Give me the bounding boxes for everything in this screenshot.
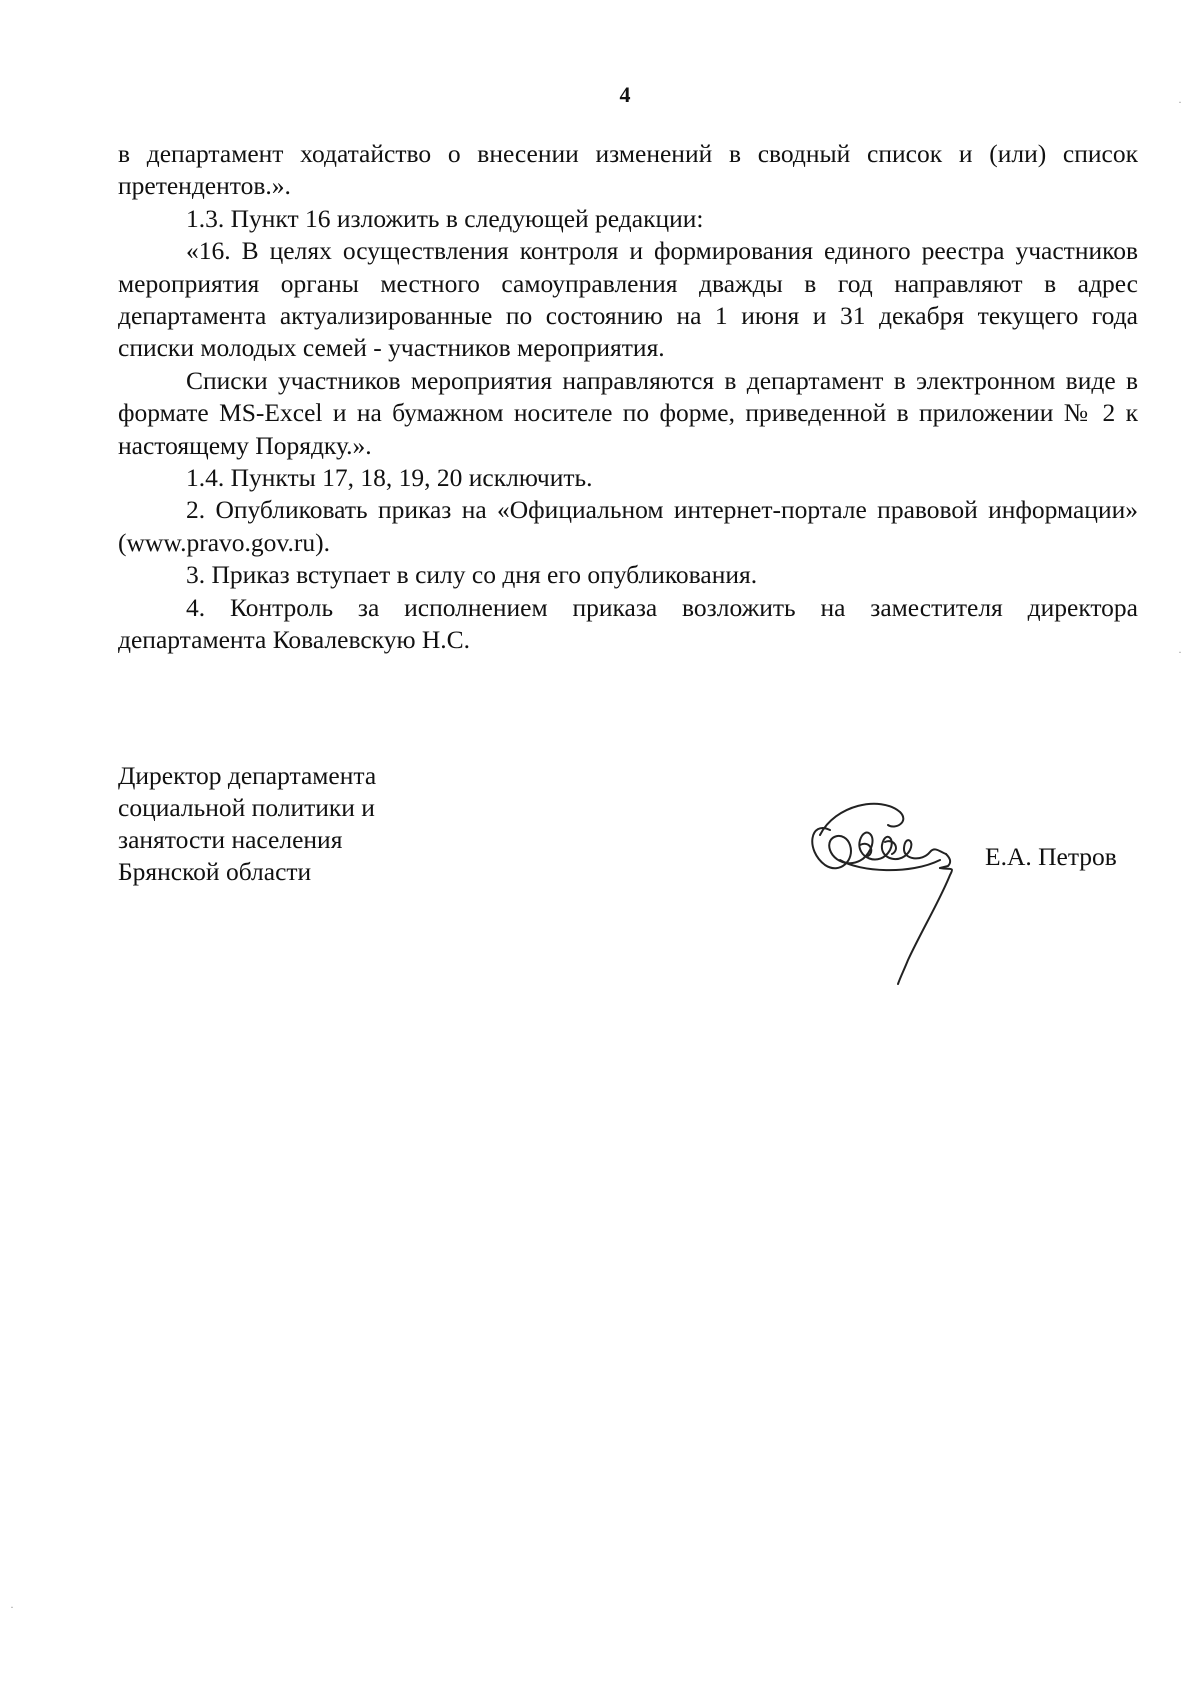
signatory-position — [118, 760, 518, 888]
paragraph: в департамент ходатайство о внесении изменений в сводный список и (или) список претендентов.». — [118, 139, 1138, 201]
scan-artifact: · — [10, 1600, 14, 1614]
scan-artifact: · — [1178, 645, 1182, 659]
paragraph: 4. Контроль за исполнением приказа возложить на заместителя директора департамента Ковалевскую Н.С. — [118, 592, 1138, 655]
paragraph: Списки участников мероприятия направляются в департамент в электронном виде в формате MS-Excel и на бумажном носителе по форме, приведенной в приложении № 2 к настоящему Порядку.». — [118, 365, 1138, 460]
paragraph: 1.3. Пункт 16 изложить в следующей редакции: — [186, 203, 704, 233]
position-line: Директор департамента — [118, 761, 377, 790]
paragraph: «16. В целях осуществления контроля и формирования единого реестра участников мероприятия органы местного самоуправления дважды в год направляют в адрес департамента актуализированные по состоянию на 1 июня и 31 декабря текущего года списки молодых семей - участников мероприятия. — [118, 236, 1138, 363]
position-line: Брянской области — [118, 857, 312, 886]
handwritten-signature — [800, 790, 970, 990]
document-body — [118, 138, 1138, 657]
paragraph: 1.4. Пункты 17, 18, 19, 20 исключить. — [186, 463, 593, 493]
paragraph: 2. Опубликовать приказ на «Официальном интернет-портале правовой информации» (www.pravo.gov.ru). — [118, 495, 1138, 557]
signer-name: Е.А. Петров — [985, 842, 1117, 871]
paragraph: 3. Приказ вступает в силу со дня его опубликования. — [186, 560, 758, 590]
position-line: социальной политики и — [118, 793, 375, 822]
scan-artifact: · — [1178, 95, 1182, 109]
position-line: занятости населения — [118, 825, 343, 854]
page-number: 4 — [619, 82, 631, 107]
